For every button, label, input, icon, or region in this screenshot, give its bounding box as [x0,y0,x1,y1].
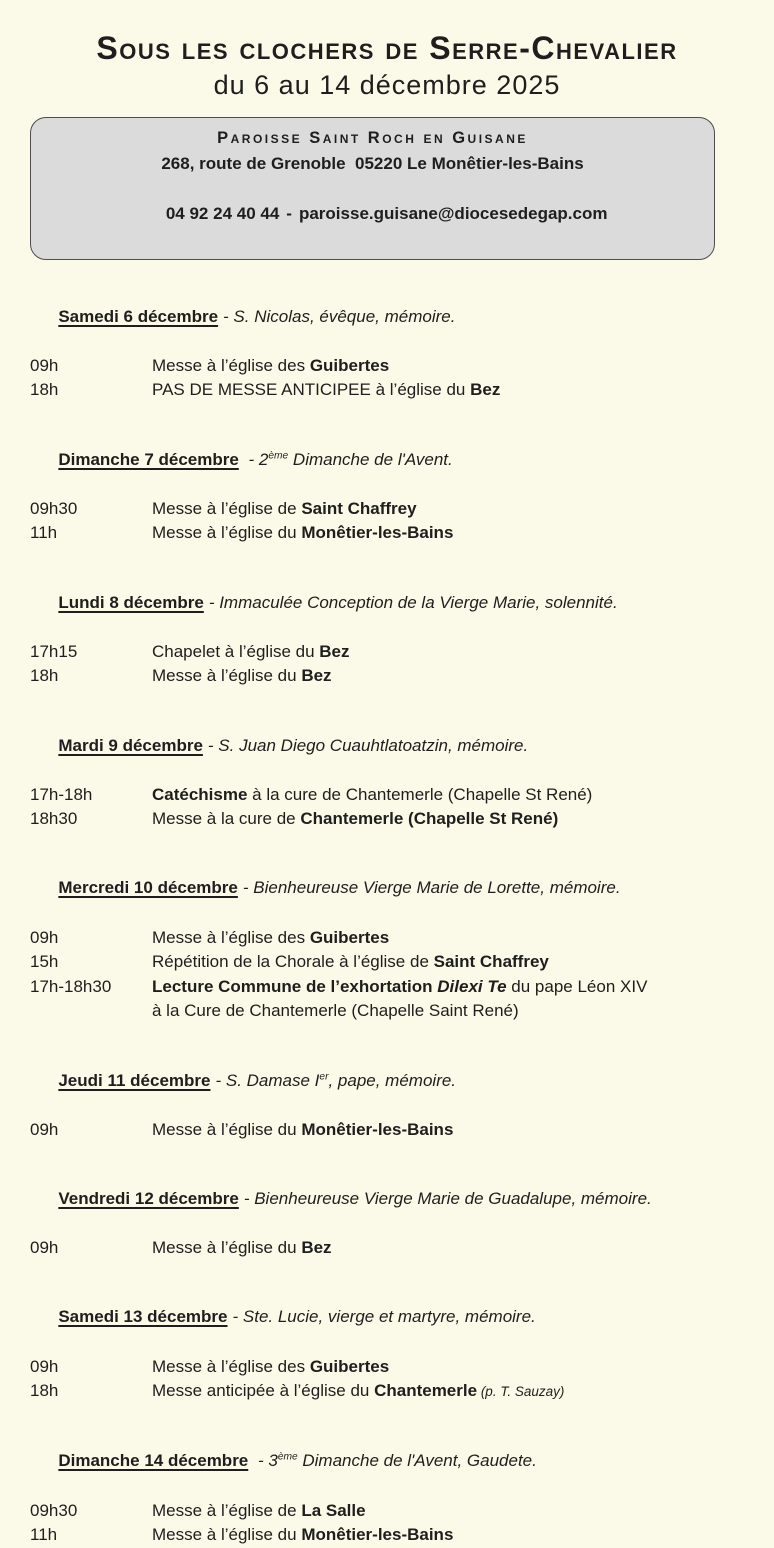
day-name: Samedi 13 décembre [58,1307,228,1327]
event-row [30,521,744,546]
day-feast-note [233,1307,536,1326]
event-time: 18h [30,1381,59,1401]
event-description [152,975,744,1000]
text-segment: Guibertes [309,355,390,375]
parish-email: paroisse.guisane@diocesedegap.com [298,204,608,223]
event-description [152,1236,744,1261]
event-time [30,999,152,1024]
day-events [30,1499,744,1548]
day-events [30,640,744,689]
day-feast-note [253,1451,537,1470]
text-segment: Dimanche de l'Avent, Gaudete. [297,1451,537,1471]
event-description [152,1499,744,1524]
event-description [152,640,744,665]
event-description [152,950,744,975]
text-segment: - S. Nicolas, évêque, mémoire. [223,306,456,326]
parish-contact-line [41,176,704,251]
event-row [30,783,744,808]
day-header [30,423,744,497]
text-segment: Catéchisme [152,784,248,804]
text-segment: Chapelet à l’église du [152,641,320,661]
event-row [30,926,744,951]
text-segment: Répétition de la Chorale à l’église de [152,952,434,972]
day-header [30,852,744,926]
day-feast-note [223,307,455,326]
text-segment: Bez [301,1238,332,1258]
event-time: 11h [30,1525,58,1545]
event-row [30,1118,744,1143]
text-segment: à la Cure de Chantemerle (Chapelle Saint René) [152,1001,519,1021]
day-feast-note [244,1189,652,1208]
event-row [30,999,744,1024]
schedule [30,280,744,1548]
day-section [30,423,744,546]
day-feast-note [209,593,618,612]
text-segment: , pape, mémoire. [328,1070,457,1090]
event-description [152,783,744,808]
event-row [30,640,744,665]
text-segment: Messe à l’église de [152,498,302,518]
event-description [152,1355,744,1380]
text-segment: Monêtier-les-Bains [301,523,454,543]
text-segment: (p. T. Sauzay) [477,1384,565,1400]
event-row [30,1379,744,1405]
day-name: Dimanche 14 décembre [58,1451,249,1471]
day-name: Samedi 6 décembre [58,306,219,326]
event-description [152,354,744,379]
flyer-header [30,28,744,102]
text-segment: Dimanche de l'Avent. [288,449,453,469]
day-header [30,566,744,640]
day-header [30,709,744,783]
day-name: Dimanche 7 décembre [58,449,239,469]
event-row [30,1499,744,1524]
day-section [30,709,744,832]
text-segment: à la cure de Chantemerle (Chapelle St René) [247,784,593,804]
parish-name: Paroisse Saint Roch en Guisane [217,129,528,147]
day-header [30,1425,744,1499]
event-description [152,664,744,689]
event-time: 15h [30,952,59,972]
day-section [30,852,744,1024]
event-description [152,378,744,403]
day-header [30,280,744,354]
text-segment: Messe à la cure de [152,809,301,829]
text-segment: La Salle [301,1500,366,1520]
day-events [30,1118,744,1143]
text-segment: - Bienheureuse Vierge Marie de Lorette, mémoire. [242,878,621,898]
event-description [152,1523,744,1548]
event-time: 18h [30,666,59,686]
text-segment: - Ste. Lucie, vierge et martyre, mémoire. [232,1307,536,1327]
text-segment: du pape Léon XIV [506,976,648,996]
page-subtitle: du 6 au 14 décembre 2025 [213,70,561,100]
text-segment: - S. Juan Diego Cuauhtlatoatzin, mémoire. [207,735,529,755]
day-name: Mardi 9 décembre [58,735,203,755]
text-segment: Bez [470,380,501,400]
day-name: Vendredi 12 décembre [58,1189,239,1208]
event-row [30,1236,744,1261]
text-segment: Monêtier-les-Bains [301,1525,454,1545]
text-segment: Messe anticipée à l’église du [152,1381,375,1401]
text-segment: Guibertes [309,927,390,947]
text-segment: Messe à l’église du [152,666,302,686]
text-segment: Saint Chaffrey [301,498,417,518]
text-segment: Guibertes [309,1356,390,1376]
event-row [30,354,744,379]
event-time: 09h [30,1356,59,1376]
parish-info-box [30,117,715,260]
text-segment: - Immaculée Conception de la Vierge Marie, solennité. [208,592,618,612]
day-section [30,1281,744,1405]
event-description [152,807,744,832]
event-time: 18h30 [30,809,78,829]
event-row [30,807,744,832]
event-time: 09h [30,1238,59,1258]
event-time: 11h [30,523,58,543]
day-feast-note [208,736,528,755]
parish-address: 268, route de Grenoble 05220 Le Monêtier-les-Bains [161,154,584,173]
day-events [30,1236,744,1261]
event-row [30,975,744,1000]
day-section [30,1044,744,1142]
event-time: 17h15 [30,641,78,661]
text-segment: Messe à l’église de [152,1500,302,1520]
event-row [30,378,744,403]
event-time: 09h [30,355,59,375]
day-events [30,926,744,1024]
text-segment: Messe à l’église du [152,1525,302,1545]
text-segment: - Bienheureuse Vierge Marie de Guadalupe, mémoire. [243,1189,652,1208]
day-feast-note [244,450,453,469]
event-row [30,497,744,522]
parish-phone: 04 92 24 40 44 [165,204,280,223]
event-description [152,999,744,1024]
event-description [152,1379,744,1405]
event-row [30,950,744,975]
event-row [30,664,744,689]
event-time: 09h30 [30,498,78,518]
text-segment: PAS DE MESSE ANTICIPEE à l’église du [152,380,471,400]
day-header [30,1162,744,1236]
text-segment: Bez [319,641,350,661]
day-name: Jeudi 11 décembre [58,1070,211,1090]
day-events [30,783,744,832]
day-events [30,354,744,403]
day-feast-note [215,1071,456,1090]
day-section [30,280,744,403]
day-header [30,1044,744,1118]
text-segment: Bez [301,666,332,686]
contact-separator: - [286,204,292,223]
event-description [152,521,744,546]
text-segment: Lecture Commune de l’exhortation [152,976,438,996]
day-section [30,1425,744,1548]
event-time: 09h30 [30,1500,78,1520]
text-segment: - 3 [253,1451,278,1471]
event-time: 09h [30,927,59,947]
event-description [152,497,744,522]
day-name: Lundi 8 décembre [58,592,204,612]
event-time: 18h [30,380,59,400]
text-segment: - 2 [243,449,269,469]
text-segment: Messe à l’église des [152,355,310,375]
day-header [30,1281,744,1355]
day-events [30,1355,744,1405]
text-segment: Messe à l’église du [152,1119,302,1139]
day-events [30,497,744,546]
text-segment: Saint Chaffrey [433,952,549,972]
text-segment: - S. Damase I [215,1070,320,1090]
day-section [30,1162,744,1260]
text-segment: Messe à l’église des [152,927,310,947]
event-row [30,1355,744,1380]
text-segment: ème [268,449,289,461]
day-name: Mercredi 10 décembre [58,878,238,898]
day-section [30,566,744,689]
event-description [152,1118,744,1143]
text-segment: er [319,1070,329,1082]
day-feast-note [243,878,621,897]
event-time: 17h-18h30 [30,976,112,996]
event-time: 09h [30,1119,59,1139]
text-segment: Chantemerle (Chapelle St René) [300,809,559,829]
text-segment: Monêtier-les-Bains [301,1119,454,1139]
text-segment: Dilexi Te [437,976,507,996]
text-segment: Messe à l’église du [152,1238,302,1258]
event-time: 17h-18h [30,784,93,804]
text-segment: ème [277,1451,298,1463]
text-segment: Chantemerle [374,1381,478,1401]
page-title: Sous les clochers de Serre-Chevalier [96,30,678,66]
text-segment: Messe à l’église des [152,1356,310,1376]
event-description [152,926,744,951]
event-row [30,1523,744,1548]
text-segment: Messe à l’église du [152,523,302,543]
